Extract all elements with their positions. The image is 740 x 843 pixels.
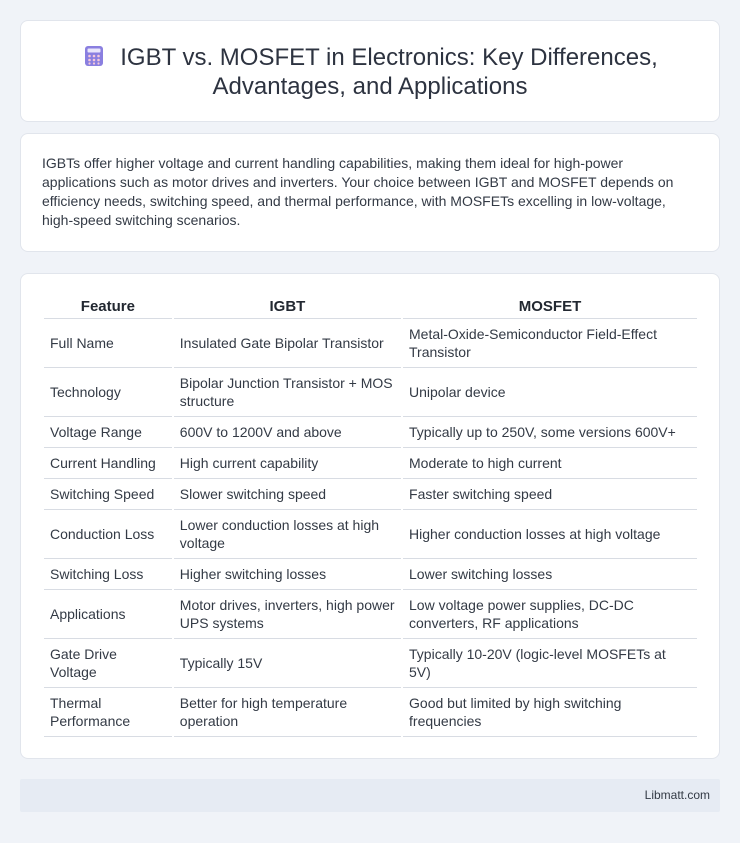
mosfet-cell: Higher conduction losses at high voltage: [403, 510, 697, 559]
feature-cell: Gate Drive Voltage: [44, 639, 172, 688]
table-row: [44, 559, 697, 590]
feature-cell: Thermal Performance: [44, 688, 172, 737]
igbt-cell: Insulated Gate Bipolar Transistor: [174, 319, 401, 368]
mosfet-cell: Good but limited by high switching frequencies: [403, 688, 697, 737]
mosfet-cell: Typically up to 250V, some versions 600V+: [403, 417, 697, 448]
mosfet-cell: Moderate to high current: [403, 448, 697, 479]
mosfet-cell: Unipolar device: [403, 368, 697, 417]
table-row: [44, 639, 697, 688]
mosfet-cell: Low voltage power supplies, DC-DC converters, RF applications: [403, 590, 697, 639]
calculator-icon: [82, 44, 106, 68]
feature-cell: Conduction Loss: [44, 510, 172, 559]
intro-card: [20, 133, 720, 252]
mosfet-cell: Metal-Oxide-Semiconductor Field-Effect Transistor: [403, 319, 697, 368]
table-row: [44, 417, 697, 448]
igbt-cell: Better for high temperature operation: [174, 688, 401, 737]
feature-cell: Technology: [44, 368, 172, 417]
feature-cell: Full Name: [44, 319, 172, 368]
footer-site-link[interactable]: Libmatt.com: [644, 788, 710, 802]
header-igbt: IGBT: [174, 295, 401, 319]
feature-cell: Switching Speed: [44, 479, 172, 510]
feature-cell: Current Handling: [44, 448, 172, 479]
intro-paragraph: IGBTs offer higher voltage and current handling capabilities, making them ideal for high-power applications such as motor drives and inverters. Your choice between IGBT and MOSFET depends on efficiency needs, switching speed, and thermal performance, with MOSFETs excelling in low-voltage, high-speed switching scenarios.: [42, 155, 674, 228]
igbt-cell: Bipolar Junction Transistor + MOS structure: [174, 368, 401, 417]
igbt-cell: Motor drives, inverters, high power UPS systems: [174, 590, 401, 639]
igbt-cell: Typically 15V: [174, 639, 401, 688]
page-title: IGBT vs. MOSFET in Electronics: Key Differences, Advantages, and Applications: [120, 44, 658, 100]
feature-cell: Voltage Range: [44, 417, 172, 448]
igbt-cell: High current capability: [174, 448, 401, 479]
mosfet-cell: Faster switching speed: [403, 479, 697, 510]
page-title-wrap: [21, 43, 719, 101]
table-row: [44, 688, 697, 737]
table-row: [44, 590, 697, 639]
title-card: [20, 20, 720, 122]
table-header-row: [44, 295, 697, 319]
mosfet-cell: Lower switching losses: [403, 559, 697, 590]
table-row: [44, 479, 697, 510]
footer: [20, 779, 720, 812]
table-row: [44, 319, 697, 368]
header-mosfet: MOSFET: [403, 295, 697, 319]
mosfet-cell: Typically 10-20V (logic-level MOSFETs at 5V): [403, 639, 697, 688]
igbt-cell: Lower conduction losses at high voltage: [174, 510, 401, 559]
igbt-cell: Higher switching losses: [174, 559, 401, 590]
table-row: [44, 510, 697, 559]
header-feature: Feature: [44, 295, 172, 319]
comparison-table-card: [20, 273, 720, 759]
comparison-table: [42, 295, 699, 737]
table-row: [44, 448, 697, 479]
igbt-cell: Slower switching speed: [174, 479, 401, 510]
feature-cell: Switching Loss: [44, 559, 172, 590]
feature-cell: Applications: [44, 590, 172, 639]
igbt-cell: 600V to 1200V and above: [174, 417, 401, 448]
table-row: [44, 368, 697, 417]
